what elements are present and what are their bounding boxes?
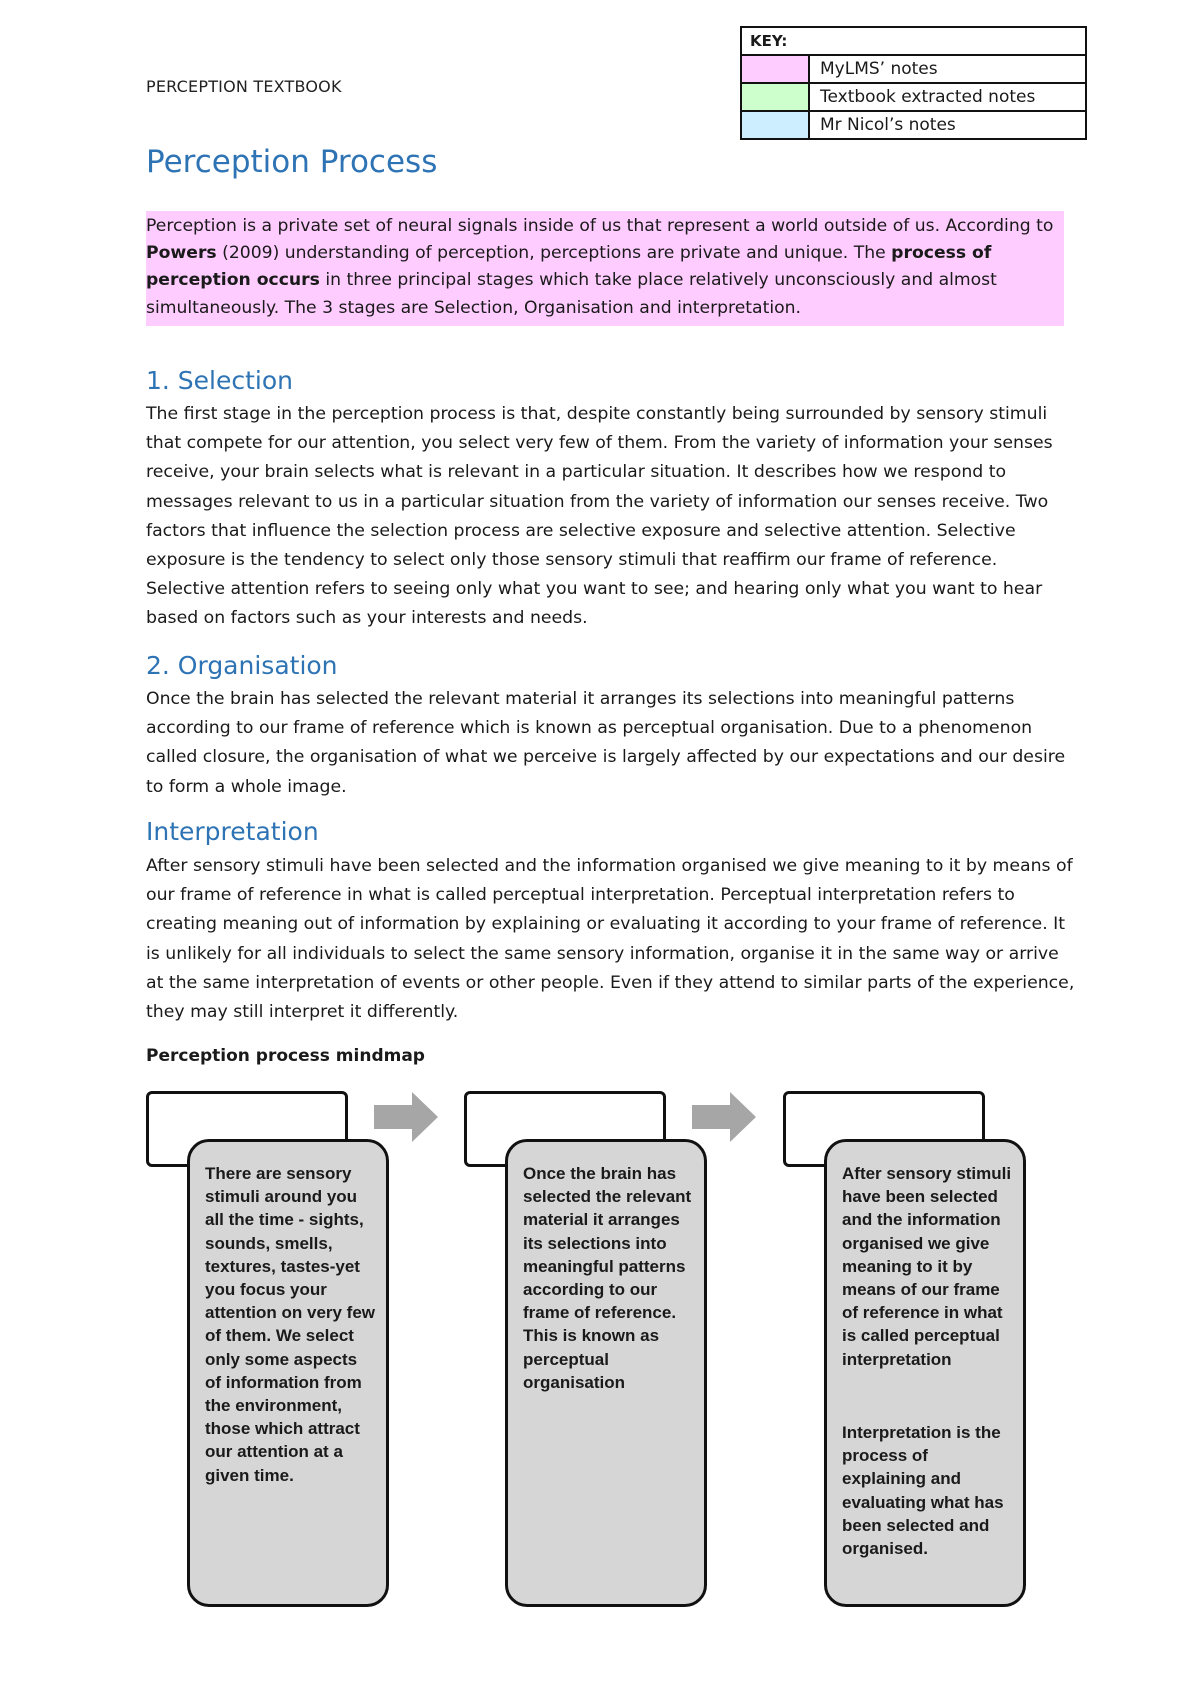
section-body-selection: The first stage in the perception process is that, despite constantly being surrounded by sensory stimuli that compete for our attention, you select very few of them. From the variety of information your senses receive, your brain selects what is relevant in a particular situation. It describes how we respond to messages relevant to us in a particular situation from the variety of information our senses receive. Two factors that influence the selection process are selective exposure and selective attention. Selective exposure is the tendency to select only those sensory stimuli that reaffirm our frame of reference. Selective attention refers to seeing only what you want to see; and hearing only what you want to hear based on factors such as your interests and needs. — [146, 404, 1053, 629]
key-row — [741, 83, 1086, 111]
key-swatch-textbook — [741, 83, 809, 111]
stage-text-interpretation-definition: Interpretation is the process of explaining and evaluating what has been selected and organised. — [842, 1423, 1004, 1559]
intro-bold-process: process of perception occurs — [146, 243, 992, 291]
key-row — [741, 111, 1086, 139]
arrow-right-icon — [372, 1090, 442, 1144]
stage-text-organisation: Once the brain has selected the relevant material it arranges its selections into meaningful patterns according to our frame of reference. This is known as perceptual organisation — [523, 1164, 692, 1392]
section-heading-selection: 1. Selection — [146, 366, 294, 395]
key-row — [741, 55, 1086, 83]
section-heading-organisation: 2. Organisation — [146, 651, 338, 680]
key-title: KEY: — [741, 27, 1086, 55]
key-swatch-mr-nicol — [741, 111, 809, 139]
stage-text-selection: There are sensory stimuli around you all the time - sights, sounds, smells, textures, tastes-yet you focus your attention on very few of them. We select only some aspects of information from the environment, those which attract our attention at a given time. — [205, 1164, 376, 1485]
intro-text: (2009) understanding of perception, perceptions are private and unique. The — [216, 243, 892, 264]
intro-highlighted-paragraph — [146, 211, 1064, 326]
color-key-table — [740, 26, 1087, 140]
key-swatch-mylms — [741, 55, 809, 83]
mindmap-title: Perception process mindmap — [146, 1046, 425, 1066]
key-label: Mr Nicol’s notes — [809, 111, 1086, 139]
key-label: Textbook extracted notes — [809, 83, 1086, 111]
intro-bold-powers: Powers — [146, 243, 217, 264]
stage-text-interpretation: After sensory stimuli have been selected and the information organised we give meaning to it by means of our frame of reference in what is called perceptual interpretation — [842, 1164, 1012, 1369]
section-body-interpretation: After sensory stimuli have been selected and the information organised we give meaning to it by means of our frame of reference in what is called perceptual interpretation. Perceptual interpretation refers to creating meaning out of information by explaining or evaluating it according to your frame of reference. It is unlikely for all individuals to select the same sensory information, organise it in the same way or arrive at the same interpretation of events or other people. Even if they attend to similar parts of the experience, they may still interpret it differently. — [146, 856, 1075, 1023]
section-heading-interpretation: Interpretation — [146, 817, 319, 846]
document-header: PERCEPTION TEXTBOOK — [146, 77, 342, 96]
intro-text: Perception is a private set of neural signals inside of us that represent a world outside of us. According to — [146, 216, 1054, 236]
section-body-organisation: Once the brain has selected the relevant material it arranges its selections into meaningful patterns according to our frame of reference which is known as perceptual organisation. Due to a phenomenon called closure, the organisation of what we perceive is largely affected by our expectations and our desire to form a whole image. — [146, 689, 1066, 797]
arrow-right-icon — [690, 1090, 760, 1144]
page-title: Perception Process — [146, 144, 438, 180]
intro-text: in three principal stages which take place relatively unconsciously and almost simultaneously. The 3 stages are Selection, Organisation and interpretation. — [146, 270, 997, 318]
key-label: MyLMS’ notes — [809, 55, 1086, 83]
